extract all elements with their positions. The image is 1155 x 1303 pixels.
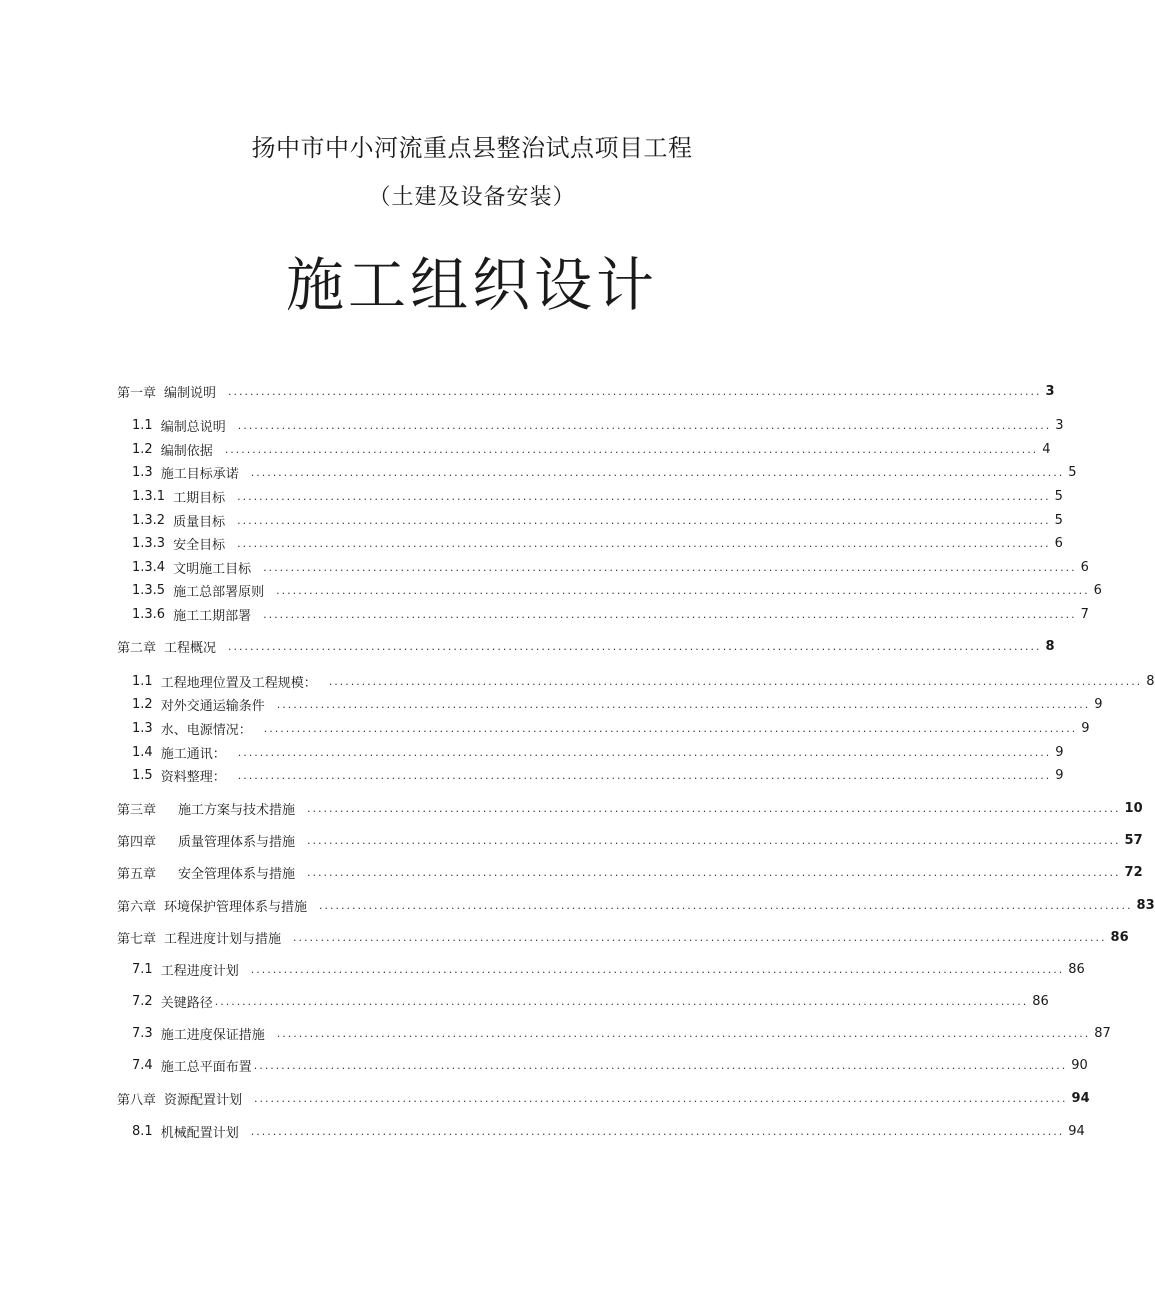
- toc-title: 对外交通运输条件: [160, 698, 265, 714]
- toc-leader: ....................................................................................................................................................: [237, 745, 1052, 759]
- toc-title: 施工进度保证措施: [160, 1027, 265, 1043]
- toc-page: 57: [1124, 832, 1143, 848]
- document-title: 扬中市中小河流重点县整治试点项目工程: [251, 134, 693, 162]
- toc-entry[interactable]: [132, 486, 1063, 506]
- toc-page: 9: [1081, 720, 1090, 736]
- toc-page: 3: [1055, 417, 1064, 433]
- toc-number: 1.3: [132, 720, 153, 736]
- toc-page: 9: [1055, 767, 1064, 783]
- toc-number: 第二章: [117, 640, 157, 656]
- toc-title: 工程概况: [164, 640, 217, 656]
- toc-number: 7.4: [132, 1057, 153, 1073]
- toc-entry[interactable]: [117, 830, 1143, 850]
- toc-entry[interactable]: [132, 694, 1103, 714]
- toc-leader: ....................................................................................................................................................: [307, 833, 1121, 847]
- toc-page: 8: [1045, 638, 1055, 654]
- toc-entry[interactable]: [132, 1121, 1085, 1141]
- toc-leader: ....................................................................................................................................................: [214, 994, 1029, 1008]
- toc-entry[interactable]: [117, 636, 1055, 656]
- toc-page: 83: [1136, 897, 1155, 913]
- toc-entry[interactable]: [132, 718, 1090, 738]
- toc-number: 7.2: [132, 993, 153, 1009]
- toc-page: 5: [1054, 512, 1063, 528]
- toc-number: 第八章: [117, 1092, 157, 1108]
- toc-page: 86: [1068, 961, 1085, 977]
- toc-number: 1.1: [132, 417, 153, 433]
- toc-page: 9: [1055, 744, 1064, 760]
- toc-leader: ....................................................................................................................................................: [293, 930, 1107, 944]
- toc-title: 编制说明: [164, 385, 217, 401]
- toc-entry[interactable]: [117, 1088, 1090, 1108]
- toc-number: 1.2: [132, 441, 153, 457]
- toc-title: 工期目标: [173, 490, 226, 506]
- toc-leader: ....................................................................................................................................................: [254, 1091, 1068, 1105]
- toc-title: 工程地理位置及工程规模：: [160, 675, 317, 691]
- toc-number: 1.2: [132, 696, 153, 712]
- toc-leader: ....................................................................................................................................................: [276, 1026, 1091, 1040]
- toc-title: 编制依据: [160, 443, 213, 459]
- toc-page: 5: [1068, 464, 1077, 480]
- toc-leader: ....................................................................................................................................................: [237, 768, 1052, 782]
- toc-entry[interactable]: [132, 671, 1155, 691]
- toc-number: 1.3.3: [132, 535, 166, 551]
- toc-number: 第四章: [117, 834, 157, 850]
- toc-title: 工程进度计划与措施: [164, 931, 282, 947]
- toc-entry[interactable]: [117, 862, 1143, 882]
- toc-title: 施工工期部署: [173, 608, 252, 624]
- toc-title: 文明施工目标: [173, 561, 252, 577]
- toc-entry[interactable]: [132, 742, 1064, 762]
- toc-page: 72: [1124, 864, 1143, 880]
- toc-page: 87: [1094, 1025, 1111, 1041]
- toc-title: 施工通讯：: [160, 746, 226, 762]
- toc-leader: ....................................................................................................................................................: [250, 962, 1065, 976]
- toc-number: 第五章: [117, 866, 157, 882]
- toc-leader: ....................................................................................................................................................: [276, 583, 1090, 597]
- toc-page: 6: [1080, 559, 1089, 575]
- toc-title: 资源配置计划: [164, 1092, 243, 1108]
- toc-number: 1.5: [132, 767, 153, 783]
- toc-title: 安全管理体系与措施: [178, 866, 296, 882]
- toc-leader: ....................................................................................................................................................: [237, 489, 1051, 503]
- toc-entry[interactable]: [132, 415, 1064, 435]
- toc-entry[interactable]: [132, 959, 1085, 979]
- toc-leader: ....................................................................................................................................................: [307, 865, 1121, 879]
- toc-page: 6: [1054, 535, 1063, 551]
- toc-leader: ....................................................................................................................................................: [250, 1124, 1065, 1138]
- toc-page: 7: [1080, 606, 1089, 622]
- toc-leader: ....................................................................................................................................................: [237, 513, 1051, 527]
- toc-number: 第一章: [117, 385, 157, 401]
- toc-leader: ....................................................................................................................................................: [263, 560, 1077, 574]
- toc-entry[interactable]: [132, 604, 1089, 624]
- toc-leader: ....................................................................................................................................................: [276, 697, 1091, 711]
- toc-entry[interactable]: [117, 927, 1129, 947]
- toc-entry[interactable]: [132, 991, 1049, 1011]
- toc-entry[interactable]: [117, 798, 1143, 818]
- toc-title: 施工目标承诺: [160, 466, 239, 482]
- toc-title: 施工方案与技术措施: [178, 802, 296, 818]
- toc-leader: ....................................................................................................................................................: [228, 384, 1042, 398]
- toc-leader: ....................................................................................................................................................: [307, 801, 1121, 815]
- toc-entry[interactable]: [132, 462, 1077, 482]
- toc-entry[interactable]: [117, 895, 1155, 915]
- toc-entry[interactable]: [132, 439, 1051, 459]
- toc-number: 7.1: [132, 961, 153, 977]
- toc-leader: ....................................................................................................................................................: [237, 418, 1052, 432]
- toc-title: 质量管理体系与措施: [178, 834, 296, 850]
- toc-page: 86: [1032, 993, 1049, 1009]
- toc-leader: ....................................................................................................................................................: [263, 607, 1077, 621]
- toc-title: 环境保护管理体系与措施: [164, 899, 308, 915]
- toc-page: 3: [1045, 383, 1055, 399]
- toc-number: 1.3: [132, 464, 153, 480]
- toc-leader: ....................................................................................................................................................: [228, 639, 1042, 653]
- toc-number: 1.1: [132, 673, 153, 689]
- toc-number: 1.3.2: [132, 512, 166, 528]
- toc-page: 94: [1068, 1123, 1085, 1139]
- toc-title: 工程进度计划: [160, 963, 239, 979]
- toc-page: 4: [1042, 441, 1051, 457]
- toc-entry[interactable]: [132, 510, 1063, 530]
- toc-page: 9: [1094, 696, 1103, 712]
- toc-page: 94: [1071, 1090, 1090, 1106]
- toc-leader: ....................................................................................................................................................: [253, 1058, 1068, 1072]
- toc-title: 编制总说明: [160, 419, 226, 435]
- toc-title: 质量目标: [173, 514, 226, 530]
- document-heading: 施工组织设计: [285, 251, 658, 319]
- toc-number: 1.3.4: [132, 559, 166, 575]
- toc-number: 8.1: [132, 1123, 153, 1139]
- toc-entry[interactable]: [132, 1023, 1111, 1043]
- toc-title: 施工总平面布置: [160, 1059, 252, 1075]
- toc-leader: ....................................................................................................................................................: [328, 674, 1143, 688]
- toc-title: 机械配置计划: [160, 1125, 239, 1141]
- toc-title: 资料整理：: [160, 769, 226, 785]
- toc-leader: ....................................................................................................................................................: [237, 536, 1051, 550]
- toc-page: 86: [1110, 929, 1129, 945]
- toc-number: 1.3.1: [132, 488, 166, 504]
- toc-number: 1.3.5: [132, 582, 166, 598]
- toc-title: 关键路径: [160, 995, 213, 1011]
- toc-page: 6: [1093, 582, 1102, 598]
- toc-number: 1.3.6: [132, 606, 166, 622]
- document-subtitle: （土建及设备安装）: [368, 185, 576, 210]
- toc-leader: ....................................................................................................................................................: [224, 442, 1039, 456]
- toc-entry[interactable]: [132, 557, 1089, 577]
- toc-entry[interactable]: [132, 580, 1102, 600]
- toc-number: 1.4: [132, 744, 153, 760]
- toc-title: 水、电源情况：: [160, 722, 252, 738]
- toc-entry[interactable]: [132, 1055, 1088, 1075]
- toc-entry[interactable]: [132, 533, 1063, 553]
- toc-entry[interactable]: [132, 765, 1064, 785]
- toc-title: 施工总部署原则: [173, 584, 265, 600]
- toc-page: 10: [1124, 800, 1143, 816]
- toc-number: 第三章: [117, 802, 157, 818]
- toc-number: 第六章: [117, 899, 157, 915]
- toc-number: 第七章: [117, 931, 157, 947]
- toc-page: 8: [1146, 673, 1155, 689]
- toc-entry[interactable]: [117, 381, 1055, 401]
- toc-leader: ....................................................................................................................................................: [263, 721, 1078, 735]
- toc-number: 7.3: [132, 1025, 153, 1041]
- toc-leader: ....................................................................................................................................................: [250, 465, 1065, 479]
- toc-leader: ....................................................................................................................................................: [319, 898, 1133, 912]
- toc-page: 90: [1071, 1057, 1088, 1073]
- toc-title: 安全目标: [173, 537, 226, 553]
- toc-page: 5: [1054, 488, 1063, 504]
